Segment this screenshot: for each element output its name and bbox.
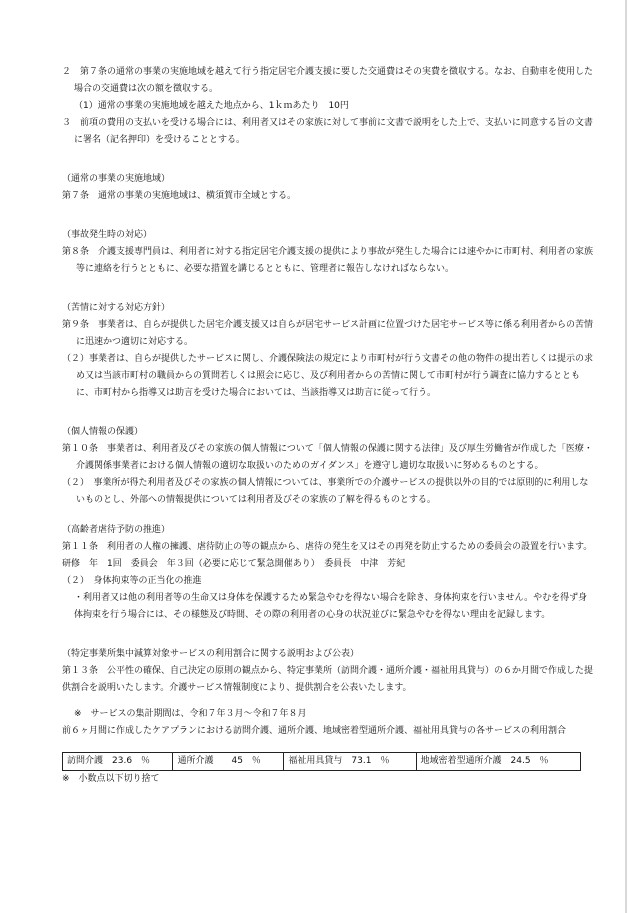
concentration-heading: （特定事業所集中減算対象サービスの利用割合に関する説明および公表） (62, 649, 360, 659)
concentration-period: ※ サービスの集計期間は、令和７年３月～令和７年８月 (74, 709, 307, 719)
fee-item-3: ３ 前項の費用の支払いを受ける場合には、利用者又はその家族に対して事前に文書で説明をした上で、支払いに同意する旨の文書に署名（記名押印）を受けることとする。 (62, 118, 593, 145)
complaints-text-2: （２）事業者は、自らが提供したサービスに関し、介護保険法の規定により市町村が行う文書その他の物件の提出若しくは提示の求め又は当該市町村の職員からの質問若しくは照会に応じ、及び利用者からの苦情に関して市町村が行う調査に協力するとともに、市町村から指導又は助言を受けた場合においては、当該指導又は助言に従って行う。 (62, 354, 594, 398)
document-body (62, 64, 597, 788)
privacy-text-1: 第１０条 事業者は、利用者及びその家族の個人情報について「個人情報の保護に関する法律」及び厚生労働省が作成した「医療・介護関係事業者における個人情報の適切な取扱いのためのガイダンス」を遵守し適切な取扱いに努めるものとする。 (62, 444, 593, 471)
abuse-text-1: 第１１条 利用者の人権の擁護、虐待防止の等の観点から、虐待の発生を又はその再発を防止するための委員会の設置を行います。 研修 年 1回 委員会 年３回（必要に応じて緊急開催あり） 委員長 中津 芳紀 (62, 542, 597, 569)
page-edge-line (625, 0, 627, 913)
accident-heading: （事故発生時の対応） (62, 230, 153, 240)
rounding-note: ※ 小数点以下切り捨て (62, 774, 160, 784)
concentration-text-1: 第１３条 公平性の確保、自己決定の原則の観点から、特定事業所（訪問介護・通所介護・福祉用具貸与）の６か月間で作成した提供割合を説明いたします。介護サービス情報制度により、提供割合を公表いたします。 (62, 666, 594, 693)
privacy-heading: （個人情報の保護） (62, 427, 144, 437)
fee-item-2-1: （1）通常の事業の実施地域を越えた地点から、1ｋｍあたり 10円 (74, 101, 349, 111)
area-text: 第７条 通常の事業の実施地域は、横須賀市全域とする。 (62, 191, 297, 201)
table-cell-community-day-care: 地域密着型通所介護 24.5 ％ (416, 753, 581, 771)
accident-text: 第８条 介護支援専門員は、利用者に対する指定居宅介護支援の提供により事故が発生した場合には速やかに市町村、利用者の家族等に連絡を行うとともに、必要な措置を講じるとともに、管理者に報告しなければならない。 (62, 247, 594, 274)
abuse-sub-heading: （２） 身体拘束等の正当化の推進 (62, 576, 202, 586)
fee-item-2: ２ 第７条の通常の事業の実施地域を越えて行う指定居宅介護支援に要した交通費はその実費を徴収する。なお、自動車を使用した場合の交通費は次の額を徴収する。 (62, 67, 594, 94)
complaints-heading: （苦情に対する対応方針） (62, 303, 171, 313)
abuse-text-2: ・利用者又は他の利用者等の生命又は身体を保護するため緊急やむを得ない場合を除き、身体拘束を行いません。やむを得ず身体拘束を行う場合には、その様態及び時間、その際の利用者の心身の状況並びに緊急やむを得ない理由を記録します。 (74, 593, 588, 620)
table-cell-welfare-equipment: 福祉用具貸与 73.1 ％ (284, 753, 416, 771)
privacy-text-2: （２） 事業所が得た利用者及びその家族の個人情報については、事業所での介護サービスの提供以外の目的では原則的に利用しないものとし、外部への情報提供については利用者及びその家族の了解を得るものとする。 (62, 478, 589, 505)
usage-ratio-table (62, 752, 581, 771)
table-row (63, 753, 581, 771)
complaints-text-1: 第９条 事業者は、自らが提供した居宅介護支援又は自らが居宅サービス計画に位置づけた居宅サービス等に係る利用者からの苦情に迅速かつ適切に対応する。 (62, 320, 594, 347)
concentration-text-2: 前６ヶ月間に作成したケアプランにおける訪問介護、通所介護、地域密着型通所介護、福祉用具貸与の各サービスの利用割合 (62, 726, 567, 736)
abuse-heading: （高齢者虐待予防の推進） (62, 525, 171, 535)
table-cell-home-care: 訪問介護 23.6 ％ (63, 753, 173, 771)
area-heading: （通常の事業の実施地域） (62, 174, 171, 184)
table-cell-day-care: 通所介護 45 ％ (173, 753, 284, 771)
